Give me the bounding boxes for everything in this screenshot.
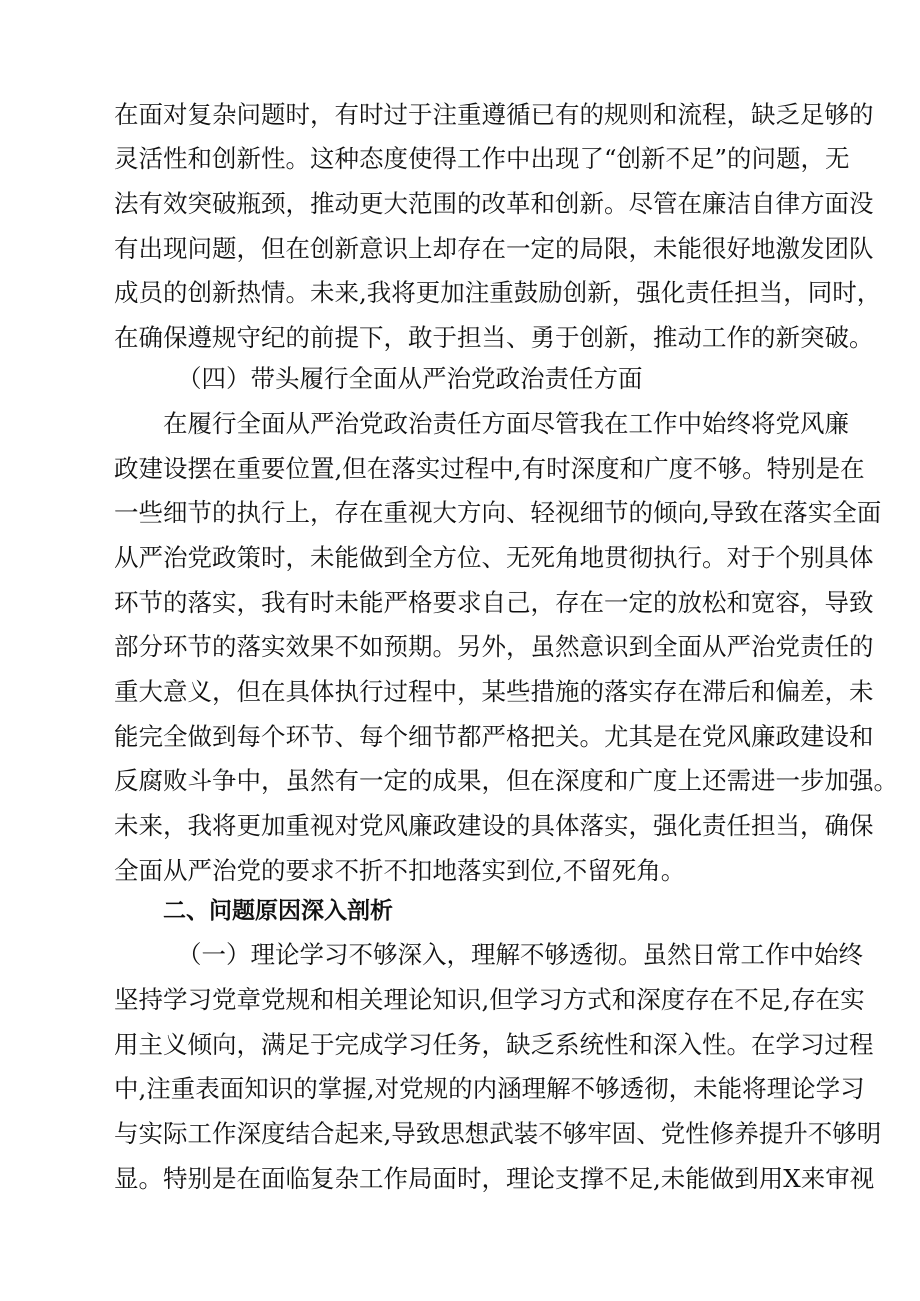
body-text-line: 环节的落实，我有时未能严格要求自己，存在一定的放松和宽容，导致 [114,588,874,617]
body-text-line: 在确保遵规守纪的前提下，敢于担当、勇于创新，推动工作的新突破。 [114,323,874,352]
body-text-line: 灵活性和创新性。这种态度使得工作中出现了“创新不足”的问题，无 [114,144,850,173]
section-subheading: （四）带头履行全面从严治党政治责任方面 [177,364,643,393]
paragraph-first-line: （一）理论学习不够深入，理解不够透彻。虽然日常工作中始终 [177,940,863,969]
paragraph-first-line: 在履行全面从严治党政治责任方面尽管我在工作中始终将党风廉 [163,409,849,438]
body-text-line: 从严治党政策时，未能做到全方位、无死角地贯彻执行。对于个别具体 [114,543,874,572]
body-text-line: 能完全做到每个环节、每个细节都严格把关。尤其是在党风廉政建设和 [114,722,874,751]
body-text-line: 坚持学习党章党规和相关理论知识,但学习方式和深度存在不足,存在实 [114,985,865,1014]
body-text-line: 显。特别是在面临复杂工作局面时，理论支撑不足,未能做到用X来审视 [114,1164,875,1193]
body-text-line: 法有效突破瓶颈，推动更大范围的改革和创新。尽管在廉洁自律方面没 [114,189,874,218]
body-text-line: 重大意义，但在具体执行过程中，某些措施的落实存在滞后和偏差，未 [114,677,874,706]
body-text-line: 未来，我将更加重视对党风廉政建设的具体落实，强化责任担当，确保 [114,811,874,840]
body-text-line: 用主义倾向，满足于完成学习任务，缺乏系统性和深入性。在学习过程 [114,1030,874,1059]
body-text-line: 有出现问题，但在创新意识上却存在一定的局限，未能很好地激发团队 [114,234,874,263]
body-text-line: 与实际工作深度结合起来,导致思想武装不够牢固、党性修养提升不够明 [114,1119,882,1148]
body-text-line: 政建设摆在重要位置,但在落实过程中,有时深度和广度不够。特别是在 [114,454,865,483]
body-text-line: 中,注重表面知识的掌握,对党规的内涵理解不够透彻，未能将理论学习 [114,1074,865,1103]
body-text-line: 成员的创新热情。未来,我将更加注重鼓励创新，强化责任担当，同时， [114,278,882,307]
body-text-line: 全面从严治党的要求不折不扣地落实到位,不留死角。 [114,856,686,885]
body-text-line: 部分环节的落实效果不如预期。另外，虽然意识到全面从严治党责任的 [114,632,874,661]
section-heading: 二、问题原因深入剖析 [163,898,393,924]
body-text-line: 一些细节的执行上，存在重视大方向、轻视细节的倾向,导致在落实全面 [114,498,882,527]
body-text-line: 反腐败斗争中，虽然有一定的成果，但在深度和广度上还需进一步加强。 [114,766,898,795]
body-text-line: 在面对复杂问题时，有时过于注重遵循已有的规则和流程，缺乏足够的 [114,100,874,129]
